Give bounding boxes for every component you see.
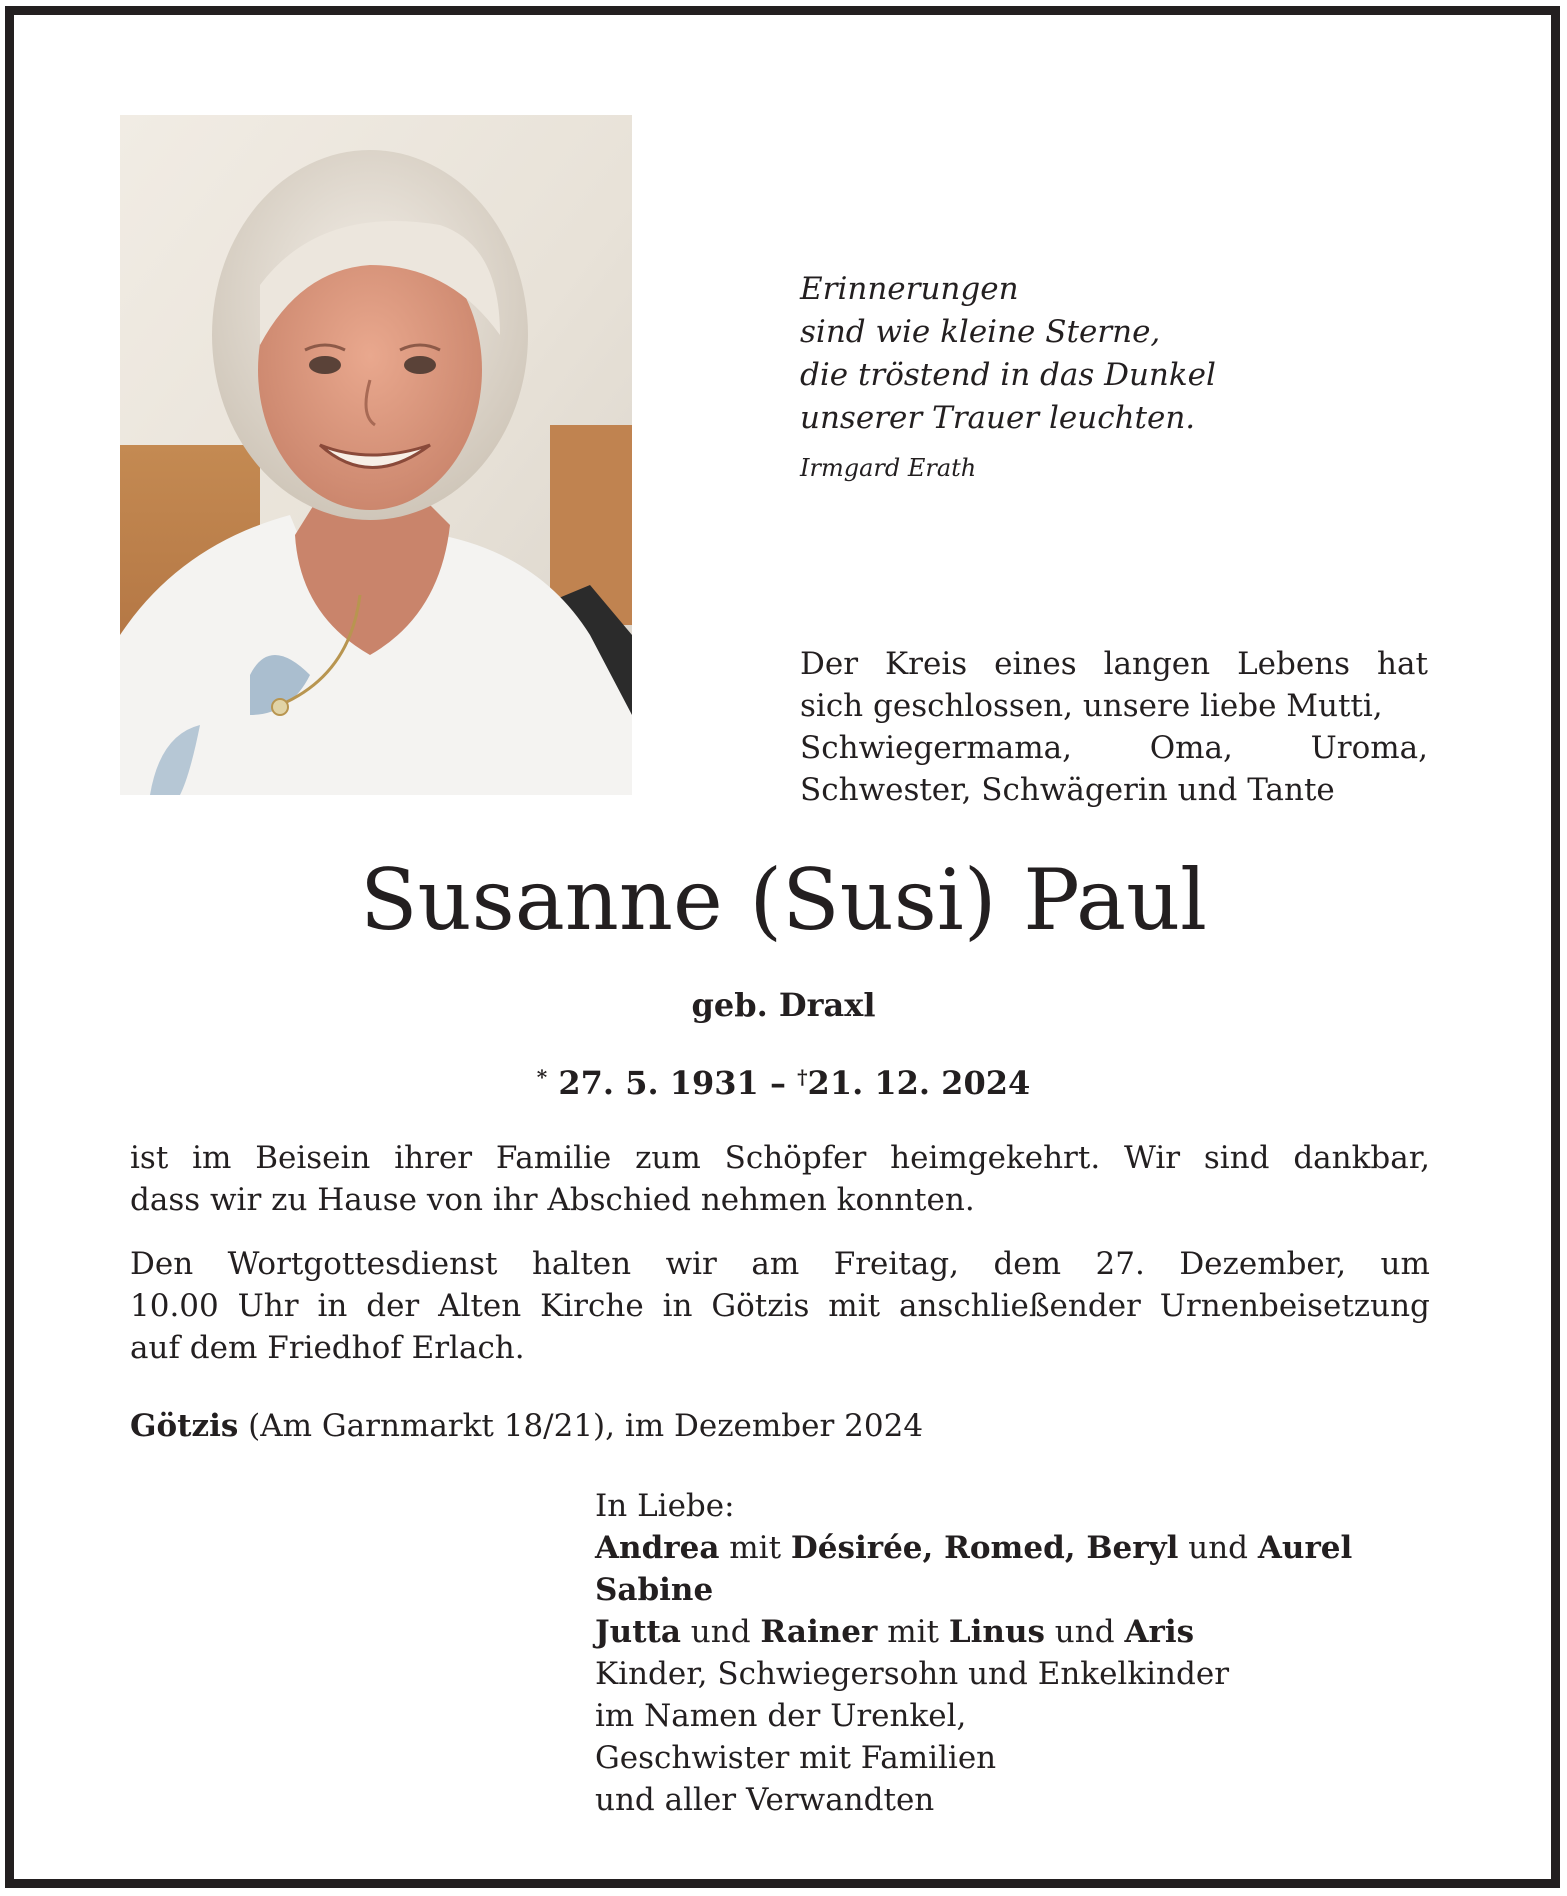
word: Beisein [255, 1140, 371, 1176]
mourners-line: im Namen der Urenkel, [595, 1698, 967, 1734]
word: in [317, 1288, 348, 1324]
word: im [192, 1140, 232, 1176]
word: Dezember, [1179, 1246, 1347, 1282]
announcement-paragraph [130, 1137, 1430, 1221]
word: in [662, 1288, 693, 1324]
word: Freitag, [833, 1246, 959, 1282]
word: Kirche [540, 1288, 644, 1324]
mourners-line: Geschwister mit Familien [595, 1740, 997, 1776]
portrait-photo [120, 115, 632, 795]
word: 10.00 [130, 1288, 219, 1324]
quote-line: Erinnerungen [800, 271, 1019, 307]
word: um [1380, 1246, 1430, 1282]
word: Familie [495, 1140, 612, 1176]
word: ihrer [394, 1140, 473, 1176]
paragraph-line [130, 1137, 1430, 1179]
mourners-block [595, 1485, 1352, 1821]
word: halten [531, 1246, 632, 1282]
word: Kreis [885, 646, 968, 682]
mourners-line: Kinder, Schwiegersohn und Enkelkinder [595, 1656, 1230, 1692]
mourner-name: Linus [948, 1614, 1045, 1650]
connector: mit [719, 1530, 791, 1566]
word: Wortgottesdienst [227, 1246, 498, 1282]
death-date: 21. 12. 2024 [807, 1064, 1031, 1102]
birth-symbol: * [536, 1065, 548, 1089]
word: zum [635, 1140, 701, 1176]
mourner-name: Aris [1124, 1614, 1195, 1650]
quote-line: unserer Trauer leuchten. [800, 400, 1196, 436]
service-paragraph [130, 1243, 1430, 1369]
word: Alten [438, 1288, 522, 1324]
birth-date: 27. 5. 1931 [558, 1064, 759, 1102]
word: Oma, [1149, 730, 1233, 766]
place-town: Götzis [130, 1408, 239, 1444]
mourner-name: Jutta [595, 1614, 681, 1650]
word: hat [1377, 646, 1428, 682]
mourner-name: Rainer [760, 1614, 878, 1650]
word: sind [1203, 1140, 1270, 1176]
word: 27. [1095, 1246, 1145, 1282]
mourner-name: Andrea [595, 1530, 720, 1566]
connector: und [680, 1614, 761, 1650]
birth-name: geb. Draxl [691, 986, 876, 1024]
mourners-row [595, 1527, 1352, 1569]
connector: und [1044, 1614, 1125, 1650]
quote-author: Irmgard Erath [800, 454, 977, 482]
place-details: (Am Garnmarkt 18/21), im Dezember 2024 [238, 1408, 924, 1444]
intro-paragraph [800, 643, 1428, 811]
mourners-row [595, 1611, 1352, 1653]
intro-line: Schwester, Schwägerin und Tante [800, 772, 1335, 808]
word: Lebens [1237, 646, 1351, 682]
intro-line [800, 643, 1428, 685]
connector: und [1178, 1530, 1258, 1566]
word: langen [1103, 646, 1211, 682]
word: dankbar, [1293, 1140, 1430, 1176]
connector: mit [877, 1614, 949, 1650]
life-dates [0, 1055, 1567, 1105]
word: Schöpfer [724, 1140, 867, 1176]
word: Wir [1124, 1140, 1181, 1176]
intro-line [800, 727, 1428, 769]
word: am [751, 1246, 800, 1282]
word: dem [993, 1246, 1062, 1282]
paragraph-line [130, 1243, 1430, 1285]
word: Uroma, [1310, 730, 1428, 766]
portrait-image [120, 115, 632, 795]
word: der [366, 1288, 420, 1324]
place-and-date [130, 1405, 923, 1447]
mourners-row [595, 1569, 1352, 1611]
mourner-name: Sabine [595, 1572, 714, 1608]
mourner-name: Désirée, Romed, Beryl [790, 1530, 1179, 1566]
paragraph-line: auf dem Friedhof Erlach. [130, 1330, 525, 1366]
word: Götzis [711, 1288, 810, 1324]
mourners-heading: In Liebe: [595, 1488, 735, 1524]
quote-line: die tröstend in das Dunkel [800, 357, 1216, 393]
paragraph-line [130, 1285, 1430, 1327]
word: wir [665, 1246, 717, 1282]
mourners-line: und aller Verwandten [595, 1782, 935, 1818]
word: Schwiegermama, [800, 730, 1072, 766]
word: anschließender [898, 1288, 1141, 1324]
word: eines [994, 646, 1077, 682]
memorial-quote [800, 268, 1216, 483]
word: Urnenbeisetzung [1159, 1288, 1430, 1324]
word: ist [130, 1140, 169, 1176]
word: Uhr [237, 1288, 299, 1324]
death-symbol: † [797, 1065, 808, 1089]
intro-line: sich geschlossen, unsere liebe Mutti, [800, 688, 1383, 724]
quote-line: sind wie kleine Sterne, [800, 314, 1161, 350]
mourner-name: Aurel [1257, 1530, 1353, 1566]
word: Der [800, 646, 859, 682]
paragraph-line: dass wir zu Hause von ihr Abschied nehmen konnten. [130, 1182, 975, 1218]
word: heimgekehrt. [890, 1140, 1101, 1176]
word: Den [130, 1246, 194, 1282]
date-separator: – [769, 1064, 786, 1102]
deceased-name: Susanne (Susi) Paul [359, 851, 1208, 949]
word: mit [828, 1288, 881, 1324]
